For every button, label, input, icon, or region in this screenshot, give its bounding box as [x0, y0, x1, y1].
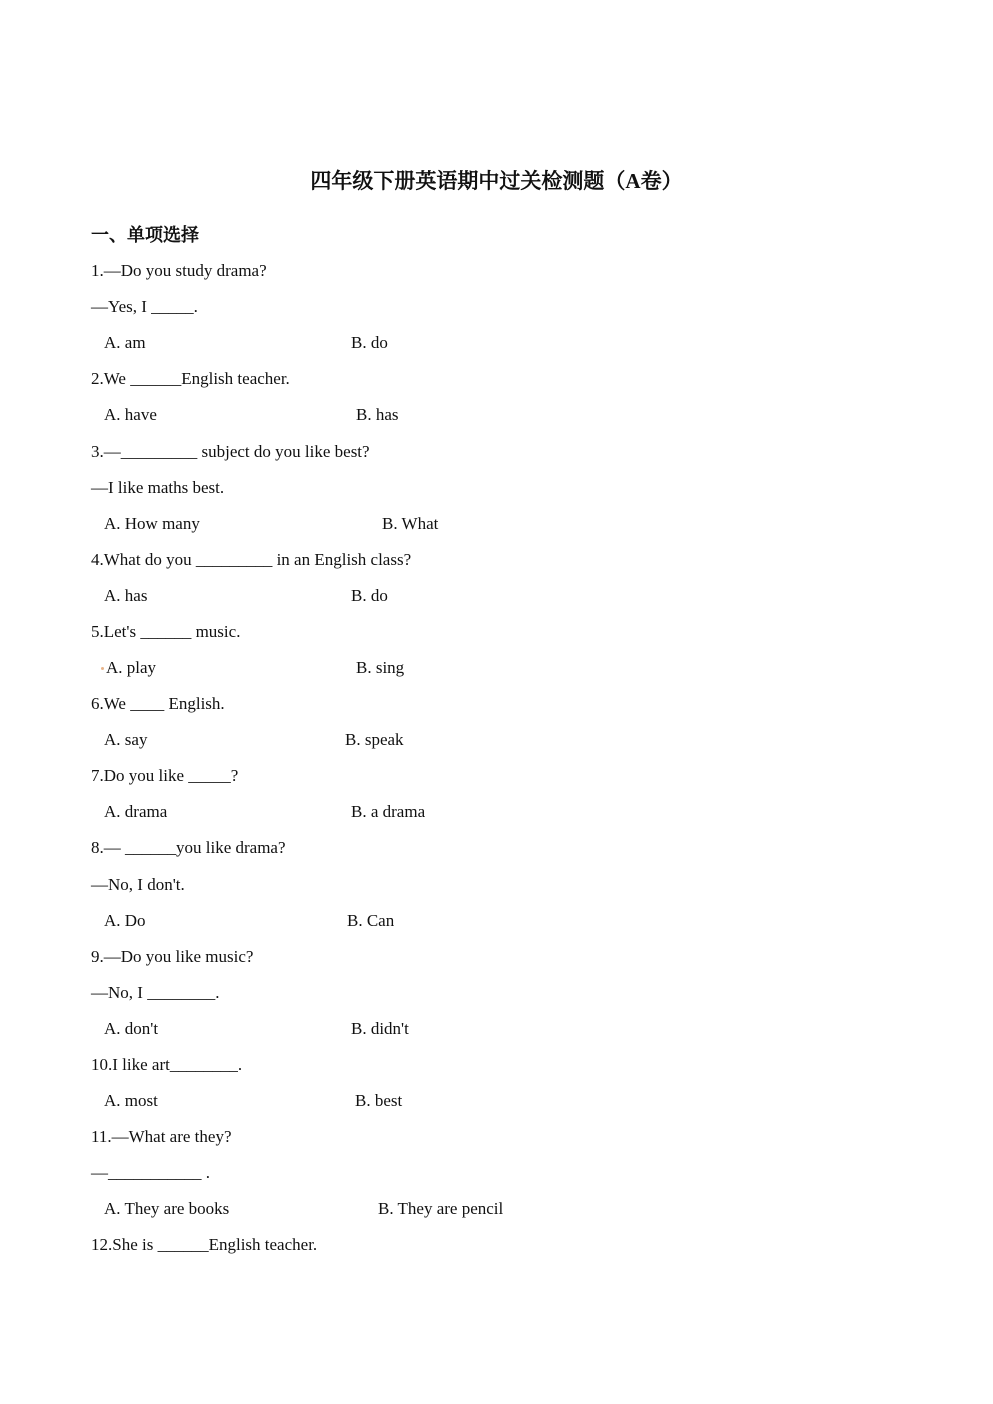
question-3-option-a[interactable]: A. How many — [104, 514, 200, 533]
marker-dot — [101, 667, 104, 670]
question-10-option-b[interactable]: B. best — [355, 1091, 403, 1110]
question-4-option-a[interactable]: A. has — [104, 586, 148, 605]
question-3-options — [0, 512, 993, 536]
question-1-answer-line: —Yes, I _____. — [91, 297, 198, 316]
question-1-option-b[interactable]: B. do — [351, 333, 388, 352]
question-1-options — [0, 331, 993, 355]
question-9-option-b[interactable]: B. didn't — [351, 1019, 409, 1038]
question-3-answer-line: —I like maths best. — [91, 478, 225, 497]
question-10-stem: 10.I like art________. — [91, 1055, 243, 1074]
question-8-options — [0, 909, 993, 933]
question-6-stem: 6.We ____ English. — [91, 694, 225, 713]
question-11-option-a[interactable]: A. They are books — [104, 1199, 230, 1218]
question-12-stem: 12.She is ______English teacher. — [91, 1235, 318, 1254]
question-1-stem: 1.—Do you study drama? — [91, 261, 267, 280]
question-2-stem: 2.We ______English teacher. — [91, 369, 290, 388]
question-8-option-a[interactable]: A. Do — [104, 911, 146, 930]
question-2-options — [0, 403, 993, 427]
question-3-option-b[interactable]: B. What — [382, 514, 439, 533]
question-5-options — [0, 656, 993, 680]
question-11-option-b[interactable]: B. They are pencil — [378, 1199, 504, 1218]
question-2-option-a[interactable]: A. have — [104, 405, 157, 424]
question-8-answer-line: —No, I don't. — [91, 875, 185, 894]
question-9-options — [0, 1017, 993, 1041]
question-5-option-a[interactable]: A. play — [106, 658, 157, 677]
question-11-stem: 11.—What are they? — [91, 1127, 232, 1146]
question-10-options — [0, 1089, 993, 1113]
question-8-stem: 8.— ______you like drama? — [91, 838, 286, 857]
question-2-option-b[interactable]: B. has — [356, 405, 399, 424]
question-6-option-a[interactable]: A. say — [104, 730, 148, 749]
question-11-answer-line: —___________ . — [91, 1163, 210, 1182]
question-6-options — [0, 728, 993, 752]
question-7-option-b[interactable]: B. a drama — [351, 802, 426, 821]
question-8-option-b[interactable]: B. Can — [347, 911, 395, 930]
question-3-stem: 3.—_________ subject do you like best? — [91, 442, 370, 461]
question-9-option-a[interactable]: A. don't — [104, 1019, 159, 1038]
question-4-stem: 4.What do you _________ in an English class? — [91, 550, 412, 569]
question-5-stem: 5.Let's ______ music. — [91, 622, 241, 641]
question-11-options — [0, 1197, 993, 1221]
question-4-options — [0, 584, 993, 608]
question-7-option-a[interactable]: A. drama — [104, 802, 168, 821]
question-4-option-b[interactable]: B. do — [351, 586, 388, 605]
question-9-answer-line: —No, I ________. — [91, 983, 220, 1002]
question-7-options — [0, 800, 993, 824]
question-7-stem: 7.Do you like _____? — [91, 766, 239, 785]
question-5-option-b[interactable]: B. sing — [356, 658, 405, 677]
question-6-option-b[interactable]: B. speak — [345, 730, 404, 749]
question-9-stem: 9.—Do you like music? — [91, 947, 254, 966]
question-1-option-a[interactable]: A. am — [104, 333, 146, 352]
question-10-option-a[interactable]: A. most — [104, 1091, 158, 1110]
section-heading: 一、单项选择 — [91, 225, 199, 245]
page-title: 四年级下册英语期中过关检测题（A卷） — [310, 169, 683, 193]
